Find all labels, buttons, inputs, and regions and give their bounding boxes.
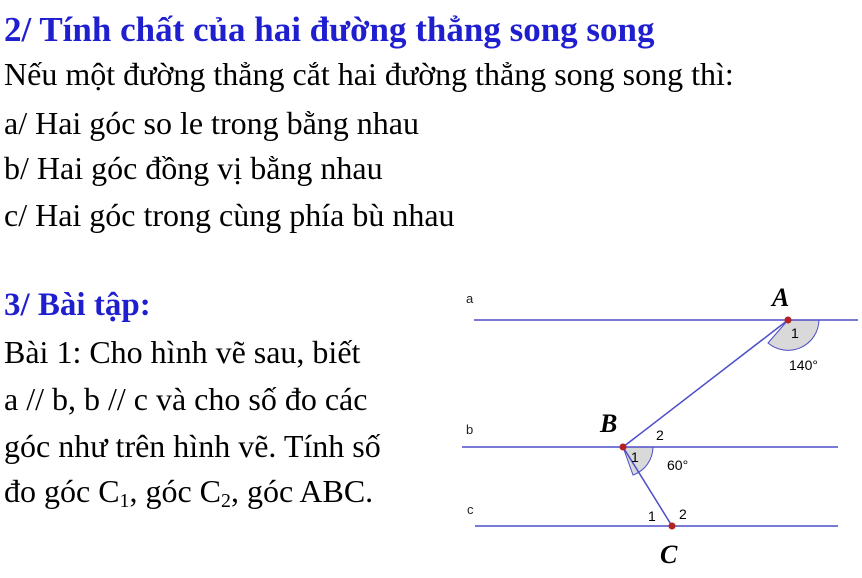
point-B: [620, 444, 627, 451]
label-line-b: b: [466, 422, 474, 437]
property-item-b: b/ Hai góc đồng vị bằng nhau: [4, 150, 383, 186]
label-point-C: C: [660, 540, 678, 569]
property-item-c: c/ Hai góc trong cùng phía bù nhau: [4, 197, 455, 233]
problem-line-3: góc như trên hình vẽ. Tính số: [4, 428, 381, 464]
problem-line-2: a // b, b // c và cho số đo các: [4, 381, 368, 417]
problem-line-1: Bài 1: Cho hình vẽ sau, biết: [4, 334, 361, 370]
angle-A1-label: 1: [791, 325, 799, 341]
angle-A-value: 140°: [789, 357, 818, 373]
problem-line-4-suffix: , góc ABC.: [230, 473, 374, 509]
angle-B1-label: 1: [631, 449, 639, 465]
point-C: [669, 523, 676, 530]
angle-C1-label: 1: [648, 508, 656, 524]
problem-line-4-prefix: đo góc C: [4, 473, 120, 509]
label-point-A: A: [772, 283, 790, 312]
angle-B2-label: 2: [656, 427, 664, 443]
label-point-B: B: [600, 409, 618, 438]
segment-AB: [623, 320, 788, 447]
point-A: [785, 317, 792, 324]
angle-B-value: 60°: [667, 457, 689, 473]
label-line-c: c: [467, 502, 474, 517]
section-3-heading: 3/ Bài tập:: [4, 287, 151, 323]
subscript-2: 2: [221, 489, 231, 512]
section-2-heading: 2/ Tính chất của hai đường thẳng song song: [4, 10, 655, 49]
label-line-a: a: [466, 291, 474, 306]
property-intro: Nếu một đường thẳng cắt hai đường thẳng song song thì:: [4, 56, 734, 92]
angle-C2-label: 2: [679, 506, 687, 522]
problem-line-4-mid: , góc C: [129, 473, 222, 509]
subscript-1: 1: [119, 489, 130, 512]
property-item-a: a/ Hai góc so le trong bằng nhau: [4, 105, 419, 141]
